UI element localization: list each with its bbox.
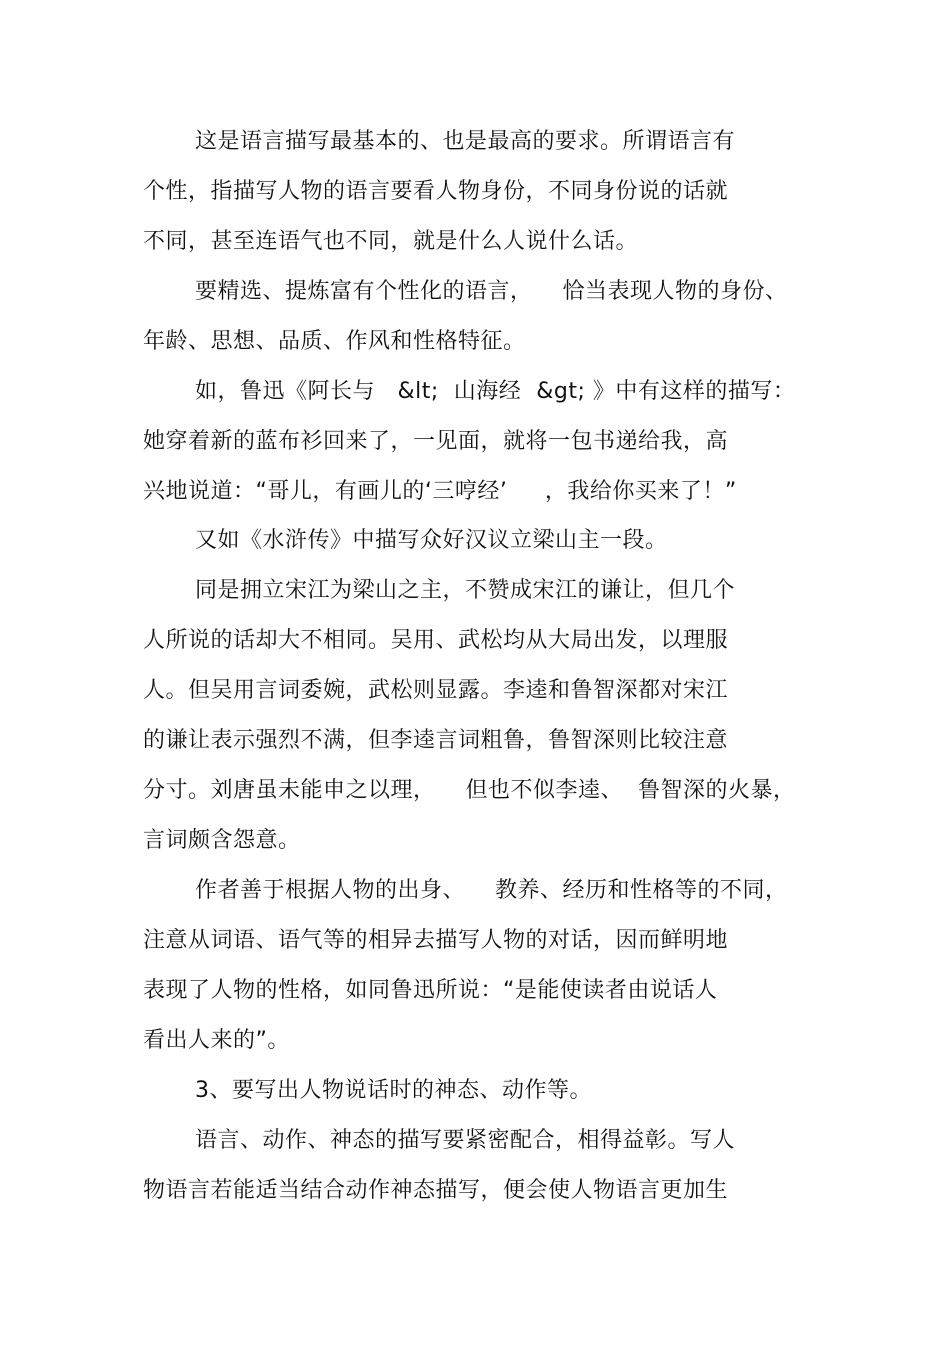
text-line: 她穿着新的蓝布衫回来了，一见面，就将一包书递给我，高 xyxy=(143,429,729,454)
text-line: 的谦让表示强烈不满，但李逵言词粗鲁，鲁智深则比较注意 xyxy=(143,728,729,753)
text-line: 物语言若能适当结合动作神态描写，便会使人物语言更加生 xyxy=(143,1178,729,1203)
text-line: 表现了人物的性格，如同鲁迅所说：“是能使读者由说话人 xyxy=(143,978,718,1003)
section-heading: 3、要写出人物说话时的神态、动作等。 xyxy=(195,1078,592,1103)
text-line: 要精选、提炼富有个性化的语言， 恰当表现人物的身份、 xyxy=(195,279,788,304)
text-line: 看出人来的”。 xyxy=(143,1028,290,1053)
text-line: 又如《水浒传》中描写众好汉议立梁山主一段。 xyxy=(195,528,668,553)
text-line: 兴地说道：“哥儿，有画儿的‘三哼经’ ，我给你买来了！” xyxy=(143,479,737,504)
text-line: 人。但吴用言词委婉，武松则显露。李逵和鲁智深都对宋江 xyxy=(143,678,729,703)
text-line: 人所说的话却大不相同。吴用、武松均从大局出发，以理服 xyxy=(143,628,729,653)
text-line: 言词颇含怨意。 xyxy=(143,828,301,853)
text-line: 如，鲁迅《阿长与 &lt; 山海经 &gt; 》中有这样的描写： xyxy=(195,379,796,404)
text-line: 注意从词语、语气等的相异去描写人物的对话，因而鲜明地 xyxy=(143,928,729,953)
text-line: 不同，甚至连语气也不同，就是什么人说什么话。 xyxy=(143,229,639,254)
text-line: 分寸。刘唐虽未能申之以理， 但也不似李逵、 鲁智深的火暴， xyxy=(143,778,796,803)
text-line: 同是拥立宋江为梁山之主，不赞成宋江的谦让，但几个 xyxy=(195,578,736,603)
text-line: 作者善于根据人物的出身、 教养、经历和性格等的不同， xyxy=(195,878,788,903)
text-line: 个性，指描写人物的语言要看人物身份，不同身份说的话就 xyxy=(143,179,729,204)
text-line: 语言、动作、神态的描写要紧密配合，相得益彰。写人 xyxy=(195,1128,736,1153)
text-line: 这是语言描写最基本的、也是最高的要求。所谓语言有 xyxy=(195,129,736,154)
text-line: 年龄、思想、品质、作风和性格特征。 xyxy=(143,329,526,354)
